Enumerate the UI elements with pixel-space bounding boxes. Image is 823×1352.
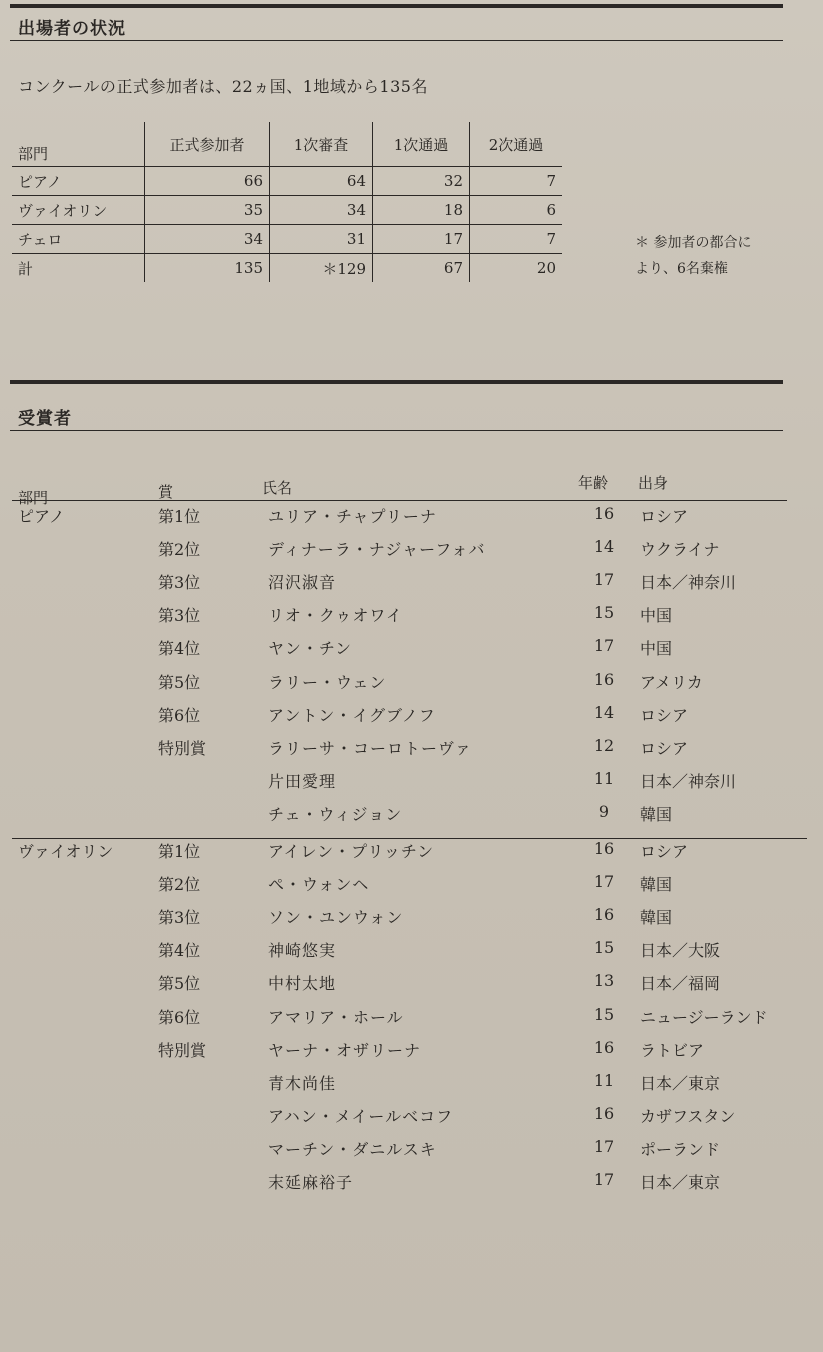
winner-name: 神崎悠実 — [268, 941, 337, 961]
footnote — [635, 230, 751, 282]
winner-origin: 中国 — [640, 606, 673, 626]
cell-first-round: 64 — [270, 167, 373, 196]
cell-official: 35 — [145, 196, 270, 225]
winner-prize: 第6位 — [158, 1007, 201, 1027]
winner-age: 12 — [593, 735, 615, 755]
winner-name: リオ・クゥオワイ — [268, 606, 403, 626]
winner-age: 16 — [593, 1037, 615, 1057]
winner-prize: 第1位 — [158, 842, 201, 861]
winner-name: 青木尚佳 — [268, 1073, 337, 1093]
cell-dept: チェロ — [12, 225, 145, 254]
winner-row — [0, 1038, 823, 1070]
winner-prize: 第3位 — [158, 908, 201, 928]
winner-row — [0, 802, 823, 834]
cell-first-round: 34 — [270, 196, 373, 225]
cell-passed-first: 67 — [373, 254, 470, 283]
winner-origin: ポーランド — [640, 1139, 721, 1159]
winner-name: 片田愛理 — [268, 771, 337, 791]
winner-row — [0, 938, 823, 970]
winner-row — [0, 570, 823, 602]
winner-row — [0, 1137, 823, 1169]
winners-col-origin: 出身 — [638, 474, 669, 492]
winner-row — [0, 537, 823, 569]
winner-origin: 日本／神奈川 — [640, 771, 737, 791]
winner-dept: ピアノ — [18, 507, 65, 526]
winner-row — [0, 504, 823, 536]
section-underline — [10, 40, 783, 41]
winner-age: 16 — [593, 669, 615, 689]
winner-name: ヤン・チン — [268, 639, 353, 659]
cell-first-round: 31 — [270, 225, 373, 254]
winner-origin: ロシア — [640, 507, 689, 526]
winner-row — [0, 736, 823, 768]
winner-row — [0, 872, 823, 904]
winners-heading: 受賞者 — [18, 409, 72, 429]
winners-col-age: 年齢 — [578, 474, 609, 492]
table-row — [12, 254, 562, 283]
cell-passed-second: 7 — [470, 225, 563, 254]
winner-row — [0, 971, 823, 1003]
winner-age: 17 — [593, 570, 615, 590]
cell-passed-second: 20 — [470, 254, 563, 283]
winner-origin: ニュージーランド — [640, 1007, 768, 1027]
col-dept: 部門 — [12, 122, 145, 167]
winner-origin: 日本／福岡 — [640, 974, 721, 994]
winner-prize: 第1位 — [158, 507, 201, 526]
winner-age: 17 — [593, 1170, 615, 1189]
winner-prize: 第5位 — [158, 672, 201, 692]
section-underline — [10, 430, 783, 431]
winner-age: 17 — [593, 1136, 615, 1156]
winner-name: 末延麻裕子 — [268, 1173, 354, 1192]
cell-official: 135 — [145, 254, 270, 283]
winner-prize: 第4位 — [158, 941, 201, 961]
winner-origin: 中国 — [640, 639, 673, 659]
winner-name: 沼沢淑音 — [268, 573, 337, 593]
winner-age: 16 — [593, 504, 615, 523]
winner-row — [0, 636, 823, 668]
winner-prize: 第2位 — [158, 875, 201, 895]
cell-passed-first: 32 — [373, 167, 470, 196]
winners-col-name: 氏名 — [262, 479, 293, 497]
participants-heading: 出場者の状況 — [18, 19, 126, 39]
winner-row — [0, 703, 823, 735]
winner-prize: 第5位 — [158, 974, 201, 994]
col-first-round: 1次審査 — [270, 122, 373, 167]
winner-name: 中村太地 — [268, 974, 337, 994]
table-row — [12, 196, 562, 225]
section-top-rule — [10, 380, 783, 384]
winner-name: ペ・ウォンヘ — [268, 875, 370, 895]
winner-age: 13 — [593, 971, 615, 991]
col-official: 正式参加者 — [145, 122, 270, 167]
winner-name: チェ・ウィジョン — [268, 804, 403, 824]
winner-age: 11 — [593, 1070, 615, 1090]
participants-intro: コンクールの正式参加者は、22ヵ国、1地域から135名 — [18, 77, 428, 96]
dept-divider — [12, 838, 807, 839]
winner-age: 16 — [593, 905, 615, 925]
winner-age: 17 — [593, 636, 615, 656]
cell-first-round: ＊129 — [270, 254, 373, 283]
winner-origin: 日本／東京 — [640, 1073, 721, 1093]
winner-name: アイレン・プリッチン — [268, 842, 435, 861]
winner-age: 9 — [598, 801, 610, 821]
winner-prize: 第4位 — [158, 639, 201, 659]
winner-name: アハン・メイールベコフ — [268, 1106, 454, 1126]
winner-age: 15 — [593, 603, 615, 623]
winner-origin: ロシア — [640, 738, 689, 758]
winner-row — [0, 905, 823, 937]
winner-age: 14 — [593, 702, 615, 722]
cell-dept: 計 — [18, 259, 34, 278]
cell-passed-first: 17 — [373, 225, 470, 254]
winner-name: ユリア・チャプリーナ — [268, 507, 437, 526]
winner-prize: 特別賞 — [158, 1040, 207, 1060]
winner-origin: 日本／神奈川 — [640, 573, 737, 593]
winner-row — [0, 1104, 823, 1136]
winner-origin: 韓国 — [640, 804, 673, 824]
winner-name: アマリア・ホール — [268, 1007, 404, 1027]
winner-origin: ロシア — [640, 842, 689, 861]
section-top-rule — [10, 4, 783, 8]
winner-name: ソン・ユンウォン — [268, 908, 404, 928]
winner-age: 14 — [593, 537, 615, 557]
winner-row — [0, 839, 823, 871]
winner-origin: 日本／東京 — [640, 1173, 721, 1192]
winner-dept: ヴァイオリン — [18, 842, 114, 861]
winner-age: 11 — [593, 768, 615, 788]
cell-passed-second: 6 — [470, 196, 563, 225]
winner-age: 16 — [593, 1103, 615, 1123]
cell-official: 34 — [145, 225, 270, 254]
table-row — [12, 225, 562, 254]
winner-row — [0, 1071, 823, 1103]
footnote-line: より、6名棄権 — [635, 261, 728, 277]
winner-row — [0, 1005, 823, 1037]
winner-origin: 韓国 — [640, 875, 673, 895]
winner-name: ラリーサ・コーロトーヴァ — [268, 738, 472, 758]
table-row — [12, 167, 562, 196]
winner-row — [0, 769, 823, 801]
winners-header-rule — [12, 500, 787, 501]
cell-passed-first: 18 — [373, 196, 470, 225]
winner-name: マーチン・ダニルスキ — [268, 1139, 437, 1159]
cell-dept: ピアノ — [12, 167, 145, 196]
winner-age: 15 — [593, 1004, 615, 1024]
winner-age: 15 — [593, 938, 615, 958]
winner-age: 17 — [593, 872, 615, 892]
winner-prize: 第3位 — [158, 606, 201, 626]
footnote-line: ＊ 参加者の都合に — [635, 235, 752, 251]
winner-name: ヤーナ・オザリーナ — [268, 1040, 422, 1060]
winners-col-prize: 賞 — [158, 483, 174, 501]
cell-official: 66 — [145, 167, 270, 196]
winner-origin: ウクライナ — [640, 540, 720, 560]
col-passed-first: 1次通過 — [373, 122, 470, 167]
winner-origin: アメリカ — [640, 672, 703, 692]
winner-origin: 日本／大阪 — [640, 941, 721, 961]
winner-origin: カザフスタン — [640, 1106, 736, 1126]
winner-origin: 韓国 — [640, 908, 673, 928]
cell-passed-second: 7 — [470, 167, 563, 196]
winner-origin: ラトビア — [640, 1040, 705, 1060]
winner-row — [0, 603, 823, 635]
winner-name: ディナーラ・ナジャーフォバ — [268, 540, 486, 560]
winner-prize: 特別賞 — [158, 738, 207, 758]
winner-age: 16 — [593, 839, 615, 858]
participants-table — [12, 122, 562, 282]
winner-row — [0, 670, 823, 702]
winner-name: アントン・イグブノフ — [268, 705, 436, 725]
winner-prize: 第3位 — [158, 573, 201, 593]
winner-row — [0, 1170, 823, 1202]
col-passed-second: 2次通過 — [470, 122, 563, 167]
winner-prize: 第6位 — [158, 705, 201, 725]
winner-name: ラリー・ウェン — [268, 672, 387, 692]
winner-prize: 第2位 — [158, 540, 201, 560]
winner-origin: ロシア — [640, 705, 689, 725]
winners-col-dept: 部門 — [18, 489, 49, 507]
cell-dept: ヴァイオリン — [12, 196, 145, 225]
